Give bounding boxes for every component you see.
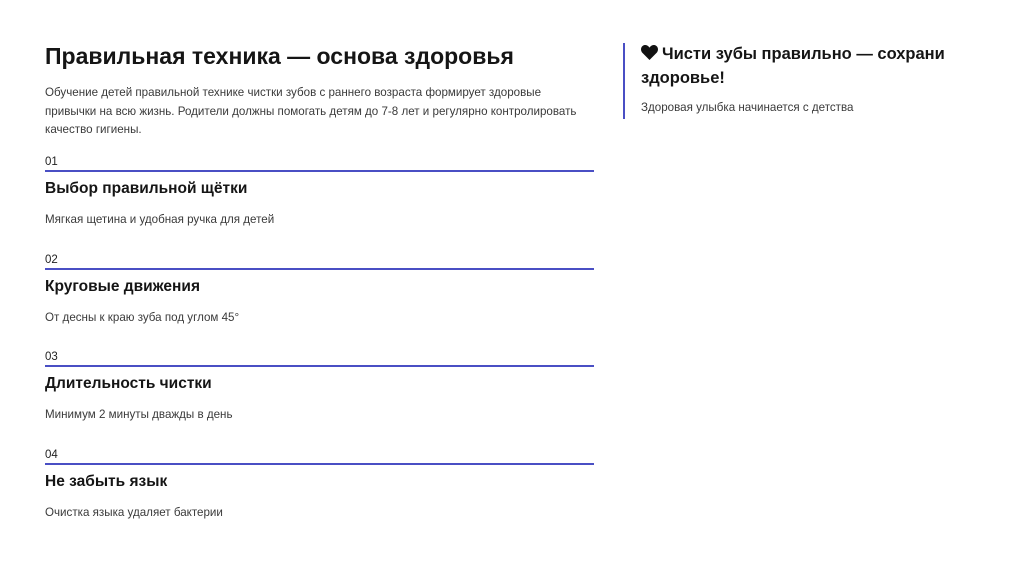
step-divider [45,170,594,172]
step-number: 02 [45,253,58,266]
callout-box [623,43,1001,119]
step-title: Не забыть язык [45,472,168,490]
step-number: 03 [45,351,58,363]
callout-title-text: Чисти зубы правильно — сохрани здоровье! [641,45,945,87]
intro-paragraph: Обучение детей правильной технике чистки зубов с раннего возраста формирует здоровые привычки на всю жизнь. Родители должны помогать детям до 7-8 лет и регулярно контролировать качество гигиены. [45,86,577,136]
step-description: От десны к краю зуба под углом 45° [45,310,240,324]
main-content [45,38,594,519]
step-description: Мягкая щетина и удобная ручка для детей [45,213,275,226]
callout-subtitle: Здоровая улыбка начинается с детства [641,101,854,114]
page-title: Правильная техника — основа здоровья [45,43,514,69]
list-item [45,350,594,448]
step-number: 01 [45,156,58,168]
step-divider [45,268,594,270]
list-item [45,253,594,351]
step-title: Выбор правильной щётки [45,180,248,197]
step-title: Круговые движения [45,277,200,295]
list-item [45,448,594,546]
step-number: 04 [45,448,58,461]
step-title: Длительность чистки [45,375,212,392]
list-item [45,155,594,253]
step-divider [45,365,594,367]
step-description: Очистка языка удаляет бактерии [45,505,223,519]
steps-list [45,155,594,545]
step-description: Минимум 2 минуты дважды в день [45,408,233,421]
step-divider [45,463,594,465]
callout-title [641,43,1001,90]
heart-icon [641,44,658,67]
